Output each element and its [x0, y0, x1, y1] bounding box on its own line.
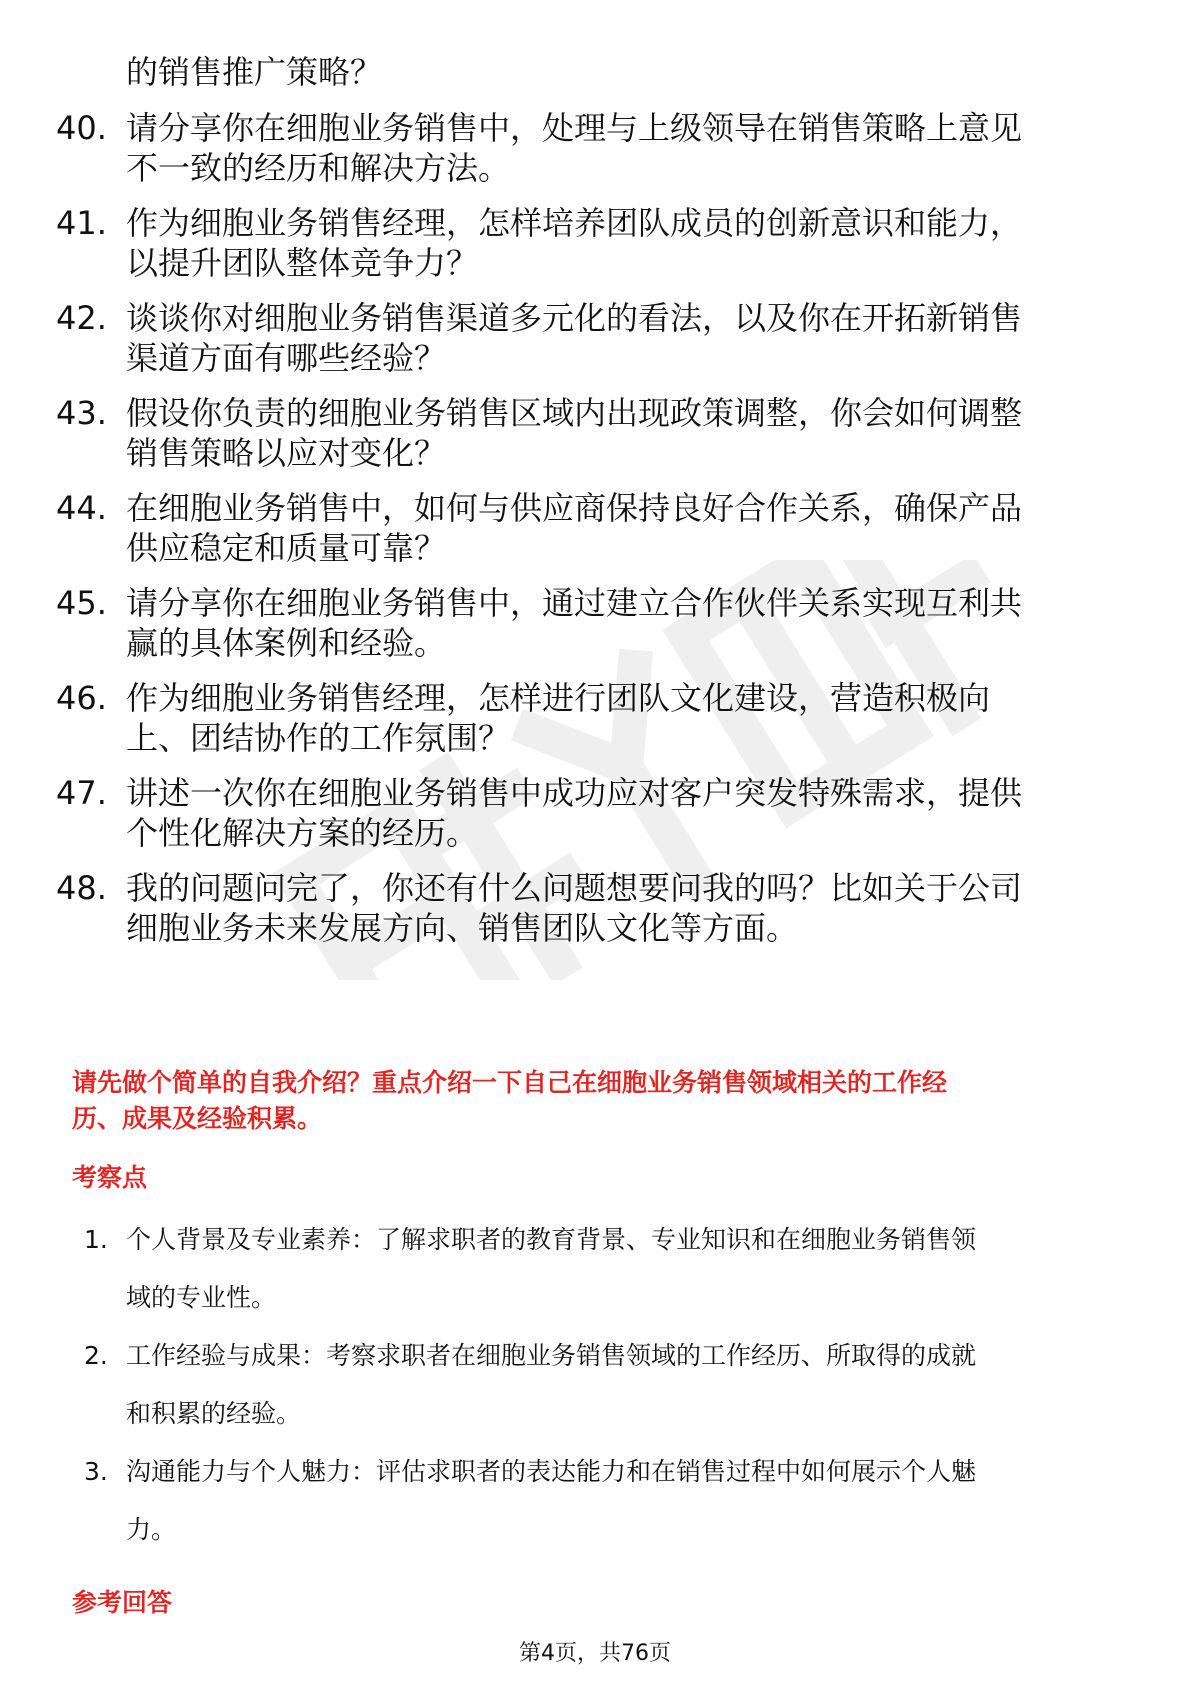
assessment-heading: 考察点: [72, 1163, 148, 1192]
question-number: 44.: [56, 489, 107, 527]
question-line: 不一致的经历和解决方法。: [126, 149, 511, 187]
question-line: 以提升团队整体竞争力？: [126, 244, 479, 282]
question-text: [126, 203, 1116, 283]
point-line: 力。: [126, 1515, 177, 1544]
question-line: 我的问题问完了，你还有什么问题想要问我的吗？比如关于公司: [126, 869, 1023, 907]
point-text: [126, 1226, 1124, 1312]
question-line: 赢的具体案例和经验。: [126, 624, 447, 662]
point-text: [126, 1458, 1124, 1544]
question-item: [56, 203, 1116, 283]
point-number: 1.: [84, 1225, 108, 1254]
question-text: [126, 868, 1116, 948]
question-number: 47.: [56, 774, 107, 812]
question-item: [56, 393, 1116, 473]
question-number: 43.: [56, 394, 107, 432]
question-line: 假设你负责的细胞业务销售区域内出现政策调整，你会如何调整: [126, 394, 1023, 432]
question-line: 作为细胞业务销售经理，怎样进行团队文化建设，营造积极向: [126, 679, 991, 717]
question-line: 作为细胞业务销售经理，怎样培养团队成员的创新意识和能力，: [126, 204, 1023, 242]
point-line: 个人背景及专业素养：了解求职者的教育背景、专业知识和在细胞业务销售领: [126, 1225, 977, 1254]
question-number: 40.: [56, 109, 107, 147]
question-number: 42.: [56, 299, 107, 337]
question-number: 41.: [56, 204, 107, 242]
page-number-footer: 第4页，共76页: [519, 1641, 671, 1666]
question-text: [126, 583, 1116, 663]
question-item: [56, 678, 1116, 758]
featured-question: [72, 1065, 1112, 1137]
point-number: 3.: [84, 1457, 108, 1486]
question-line: 供应稳定和质量可靠？: [126, 529, 447, 567]
point-line: 域的专业性。: [126, 1283, 277, 1312]
assessment-point: [84, 1458, 1124, 1544]
question-line: 个性化解决方案的经历。: [126, 814, 479, 852]
point-line: 工作经验与成果：考察求职者在细胞业务销售领域的工作经历、所取得的成就: [126, 1341, 977, 1370]
question-item: [56, 773, 1116, 853]
point-line: 沟通能力与个人魅力：评估求职者的表达能力和在销售过程中如何展示个人魅: [126, 1457, 977, 1486]
question-line: 销售策略以应对变化？: [126, 434, 447, 472]
question-item: [56, 583, 1116, 663]
question-line: 细胞业务未来发展方向、销售团队文化等方面。: [126, 909, 799, 947]
question-text: [126, 488, 1116, 568]
question-line: 渠道方面有哪些经验？: [126, 339, 447, 377]
question-line: 谈谈你对细胞业务销售渠道多元化的看法，以及你在开拓新销售: [126, 299, 1023, 337]
point-number: 2.: [84, 1341, 108, 1370]
question-number: 48.: [56, 869, 107, 907]
featured-question-line: 请先做个简单的自我介绍？重点介绍一下自己在细胞业务销售领域相关的工作经: [72, 1068, 948, 1097]
question-line: 在细胞业务销售中，如何与供应商保持良好合作关系，确保产品: [126, 489, 1023, 527]
question-text: [126, 298, 1116, 378]
question-text: [126, 678, 1116, 758]
featured-question-line: 历、成果及经验积累。: [72, 1104, 323, 1133]
question-line: 上、团结协作的工作氛围？: [126, 719, 511, 757]
question-continuation: 的销售推广策略？: [126, 53, 383, 91]
point-text: [126, 1342, 1124, 1428]
question-text: [126, 108, 1116, 188]
question-item: [56, 868, 1116, 948]
reference-answer-heading: 参考回答: [72, 1588, 173, 1617]
question-item: [56, 108, 1116, 188]
question-line: 讲述一次你在细胞业务销售中成功应对客户突发特殊需求，提供: [126, 774, 1023, 812]
question-item: [56, 488, 1116, 568]
point-line: 和积累的经验。: [126, 1399, 302, 1428]
question-item: [56, 298, 1116, 378]
assessment-point: [84, 1342, 1124, 1428]
question-line: 请分享你在细胞业务销售中，通过建立合作伙伴关系实现互利共: [126, 584, 1023, 622]
question-line: 请分享你在细胞业务销售中，处理与上级领导在销售策略上意见: [126, 109, 1023, 147]
question-number: 46.: [56, 679, 107, 717]
assessment-point: [84, 1226, 1124, 1312]
question-text: [126, 773, 1116, 853]
question-number: 45.: [56, 584, 107, 622]
question-text: [126, 393, 1116, 473]
